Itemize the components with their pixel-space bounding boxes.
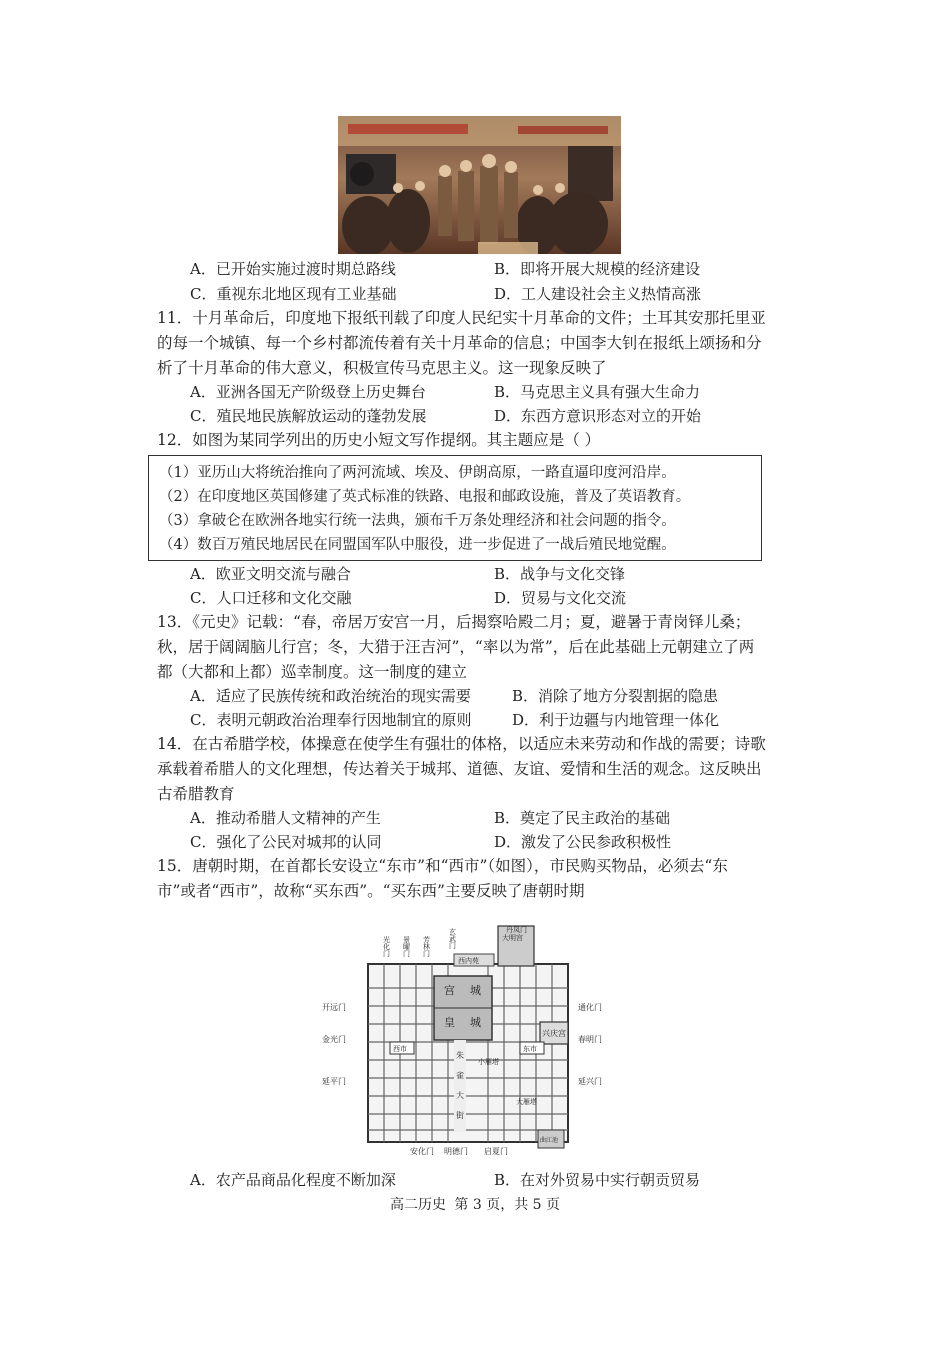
painting-image — [338, 116, 621, 254]
map-lake: 曲江池 — [540, 1138, 559, 1144]
map-dongshi: 东市 — [523, 1046, 537, 1053]
q13-option-d: D．利于边疆与内地管理一体化 — [512, 711, 720, 729]
map-gate-left-1: 开远门 — [322, 1003, 346, 1012]
q14-stem-line2: 承载着希腊人的文化理想，传达着关于城邦、道德、友谊、爱情和生活的观念。这反映出 — [157, 760, 762, 778]
q14-option-c: C．强化了公民对城邦的认同 — [190, 833, 382, 851]
map-gate-bottom-1: 安化门 — [410, 1147, 434, 1156]
q12-box-item-4: （4）数百万殖民地居民在同盟国军队中服役，进一步促进了一战后殖民地觉醒。 — [159, 537, 676, 553]
map-zhuque-1: 朱 — [456, 1051, 464, 1060]
q11-stem-line2: 的每一个城镇、每一个乡村都流传着有关十月革命的信息；中国李大钊在报纸上颂扬和分 — [157, 334, 762, 352]
q11-option-b: B．马克思主义具有强大生命力 — [494, 383, 701, 401]
page-footer — [0, 1194, 950, 1214]
map-zhuque-4: 街 — [456, 1111, 464, 1120]
q13-option-a: A．适应了民族传统和政治统治的现实需要 — [190, 687, 471, 705]
q15-stem-line1: 15．唐朝时期，在首都长安设立“东市”和“西市”（如图），市民购买物品，必须去“东 — [157, 857, 728, 875]
q12-option-d: D．贸易与文化交流 — [494, 589, 627, 607]
q11-option-c: C．殖民地民族解放运动的蓬勃发展 — [190, 407, 427, 425]
q15-option-b: B．在对外贸易中实行朝贡贸易 — [494, 1171, 701, 1189]
changan-map — [318, 918, 618, 1166]
map-jianfu: 小雁塔 — [478, 1059, 499, 1066]
q11-option-d: D．东西方意识形态对立的开始 — [494, 407, 702, 425]
map-gate-bottom-3: 启夏门 — [484, 1147, 508, 1156]
map-zhuque-2: 雀 — [456, 1071, 464, 1080]
q14-option-b: B．奠定了民主政治的基础 — [494, 809, 671, 827]
q14-option-d: D．激发了公民参政积极性 — [494, 833, 672, 851]
map-gate-top-1: 光化门 — [382, 936, 390, 957]
q12-option-a: A．欧亚文明交流与融合 — [190, 565, 351, 583]
q13-option-c: C．表明元朝政治治理奉行因地制宜的原则 — [190, 711, 472, 729]
q10-option-a: A．已开始实施过渡时期总路线 — [190, 260, 396, 278]
q10-option-c: C．重视东北地区现有工业基础 — [190, 285, 397, 303]
q13-stem-line1: 13．《元史》记载：“春，帝居万安宫一月，后揭察哈殿二月；夏，避暑于青岗铎儿桑； — [157, 613, 751, 631]
q13-stem-line2: 秋，居于阔阔脑儿行宫；冬，大猎于汪吉河”，“率以为常”，后在此基础上元朝建立了两 — [157, 638, 755, 656]
map-xishi: 西市 — [393, 1046, 407, 1053]
map-daming: 大明宫 — [502, 935, 523, 942]
map-huang: 皇 — [444, 1017, 455, 1029]
q11-option-a: A．亚洲各国无产阶级登上历史舞台 — [190, 383, 426, 401]
history-painting — [338, 116, 621, 254]
q11-stem-line1: 11．十月革命后，印度地下报纸刊载了印度人民纪实十月革命的文件；土耳其安那托里亚 — [157, 309, 766, 327]
q12-outline-box — [148, 455, 762, 561]
q12-option-b: B．战争与文化交锋 — [494, 565, 626, 583]
map-gate-right-3: 延兴门 — [578, 1077, 602, 1086]
map-gate-right-1: 通化门 — [578, 1003, 602, 1012]
map-gate-left-2: 金光门 — [322, 1035, 346, 1044]
map-gate-top-4: 玄武门 — [448, 928, 456, 949]
q14-option-a: A．推动希腊人文精神的产生 — [190, 809, 381, 827]
map-gate-top-3: 芳林门 — [422, 936, 430, 957]
footer-page: 第 3 页，共 5 页 — [454, 1197, 561, 1213]
q12-option-c: C．人口迁移和文化交融 — [190, 589, 352, 607]
map-gate-right-2: 春明门 — [578, 1035, 602, 1044]
q12-box-item-1: （1）亚历山大将统治推向了两河流域、埃及、伊朗高原，一路直逼印度河沿岸。 — [159, 465, 676, 481]
q13-option-b: B．消除了地方分裂割据的隐患 — [512, 687, 719, 705]
q15-option-a: A．农产品商品化程度不断加深 — [190, 1171, 396, 1189]
map-zhuque-3: 大 — [456, 1091, 464, 1100]
map-ciEn: 大雁塔 — [516, 1099, 537, 1106]
map-xinei: 西内苑 — [458, 958, 479, 965]
map-gate-left-3: 延平门 — [322, 1077, 346, 1086]
q11-stem-line3: 析了十月革命的伟大意义，积极宣传马克思主义。这一现象反映了 — [157, 359, 607, 377]
q12-box-item-3: （3）拿破仑在欧洲各地实行统一法典，颁布千万条处理经济和社会问题的指令。 — [159, 513, 676, 529]
q10-option-b: B．即将开展大规模的经济建设 — [494, 260, 701, 278]
q14-stem-line1: 14．在古希腊学校，体操意在使学生有强壮的体格，以适应未来劳动和作战的需要；诗歌 — [157, 735, 766, 753]
q12-stem: 12．如图为某同学列出的历史小短文写作提纲。其主题应是（ ） — [157, 431, 601, 449]
map-gate-bottom-2: 明德门 — [444, 1147, 468, 1156]
map-cheng2: 城 — [470, 1017, 481, 1029]
q13-stem-line3: 都（大都和上都）巡幸制度。这一制度的建立 — [157, 663, 468, 681]
map-gong: 宫 — [444, 985, 455, 997]
q15-stem-line2: 市”或者“西市”，故称“买东西”。“买东西”主要反映了唐朝时期 — [157, 882, 585, 900]
q12-box-item-2: （2）在印度地区英国修建了英式标准的铁路、电报和邮政设施，普及了英语教育。 — [159, 489, 691, 505]
map-cheng: 城 — [470, 985, 481, 997]
q10-option-d: D．工人建设社会主义热情高涨 — [494, 285, 702, 303]
footer-subject: 高二历史 — [389, 1197, 446, 1213]
map-gate-top-2: 景曜门 — [402, 936, 410, 957]
map-danfeng: 丹凤门 — [506, 927, 527, 934]
map-xingqing: 兴庆宫 — [542, 1029, 566, 1038]
q14-stem-line3: 古希腊教育 — [157, 785, 235, 803]
